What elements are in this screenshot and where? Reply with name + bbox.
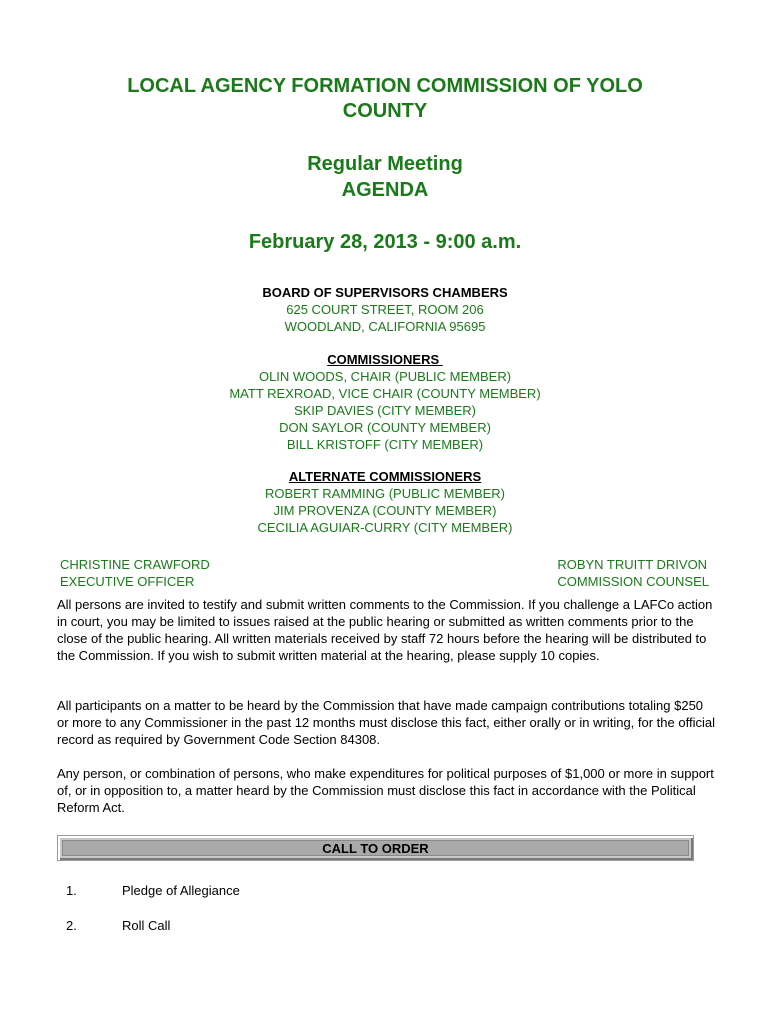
executive-officer-block [60, 556, 210, 590]
agenda-item [66, 882, 466, 899]
agenda-item-label: Pledge of Allegiance [122, 883, 240, 898]
agenda-item-number: 2. [66, 918, 77, 933]
commissioner-item: BILL KRISTOFF (CITY MEMBER) [286, 437, 484, 452]
commissioner-item: MATT REXROAD, VICE CHAIR (COUNTY MEMBER) [229, 386, 541, 401]
officer-title: EXECUTIVE OFFICER [60, 574, 195, 589]
officer-name: CHRISTINE CRAWFORD [60, 557, 210, 572]
campaign-contributions-paragraph: All participants on a matter to be heard by the Commission that have made campaign contributions totaling $250 or more to any Commissioner in the past 12 months must disclose this fact, either orally or in writing, for the official record as required by Government Code Section 84308. [57, 698, 715, 747]
alternate-item: JIM PROVENZA (COUNTY MEMBER) [273, 503, 497, 518]
commissioner-item: SKIP DAVIES (CITY MEMBER) [293, 403, 477, 418]
political-expenditures-paragraph: Any person, or combination of persons, who make expenditures for political purposes of $1,000 or more in support of, or in opposition to, a matter heard by the Commission must disclose this fact in accordance with the Political Reform Act. [57, 766, 714, 815]
commissioner-item: DON SAYLOR (COUNTY MEMBER) [279, 420, 491, 435]
commission-counsel-block [557, 556, 709, 590]
document-title [60, 74, 710, 124]
agenda-item-label: Roll Call [122, 918, 171, 933]
location-name: BOARD OF SUPERVISORS CHAMBERS [262, 285, 508, 300]
meeting-line-2: AGENDA [341, 179, 429, 201]
commissioner-item: OLIN WOODS, CHAIR (PUBLIC MEMBER) [258, 369, 512, 384]
title-line-1: LOCAL AGENCY FORMATION COMMISSION OF YOLO [127, 75, 643, 97]
alternate-item: CECILIA AGUIAR-CURRY (CITY MEMBER) [257, 520, 513, 535]
commissioners-heading: COMMISSIONERS [327, 352, 443, 367]
call-to-order-heading: CALL TO ORDER [62, 840, 689, 856]
counsel-title: COMMISSION COUNSEL [557, 574, 709, 589]
agenda-item-number: 1. [66, 883, 77, 898]
meeting-line-1: Regular Meeting [307, 153, 463, 175]
meeting-type [60, 151, 710, 203]
testimony-paragraph: All persons are invited to testify and submit written comments to the Commission. If you challenge a LAFCo action in court, you may be limited to issues raised at the public hearing or submitted as written comments prior to the close of the public hearing. All written materials received by staff 72 hours before the hearing will be distributed to the Commission. If you wish to submit written material at the hearing, please supply 10 copies. [57, 597, 713, 663]
meeting-location [60, 284, 710, 335]
commissioners-list [60, 351, 710, 453]
alternates-heading: ALTERNATE COMMISSIONERS [288, 469, 482, 484]
location-street: 625 COURT STREET, ROOM 206 [286, 302, 484, 317]
meeting-date: February 28, 2013 - 9:00 a.m. [248, 231, 522, 253]
alternates-list [60, 468, 710, 536]
counsel-name: ROBYN TRUITT DRIVON [557, 557, 708, 572]
alternate-item: ROBERT RAMMING (PUBLIC MEMBER) [264, 486, 506, 501]
agenda-item [66, 917, 466, 934]
location-city: WOODLAND, CALIFORNIA 95695 [284, 319, 486, 334]
title-line-2: COUNTY [342, 100, 428, 122]
call-to-order-banner [57, 835, 694, 861]
